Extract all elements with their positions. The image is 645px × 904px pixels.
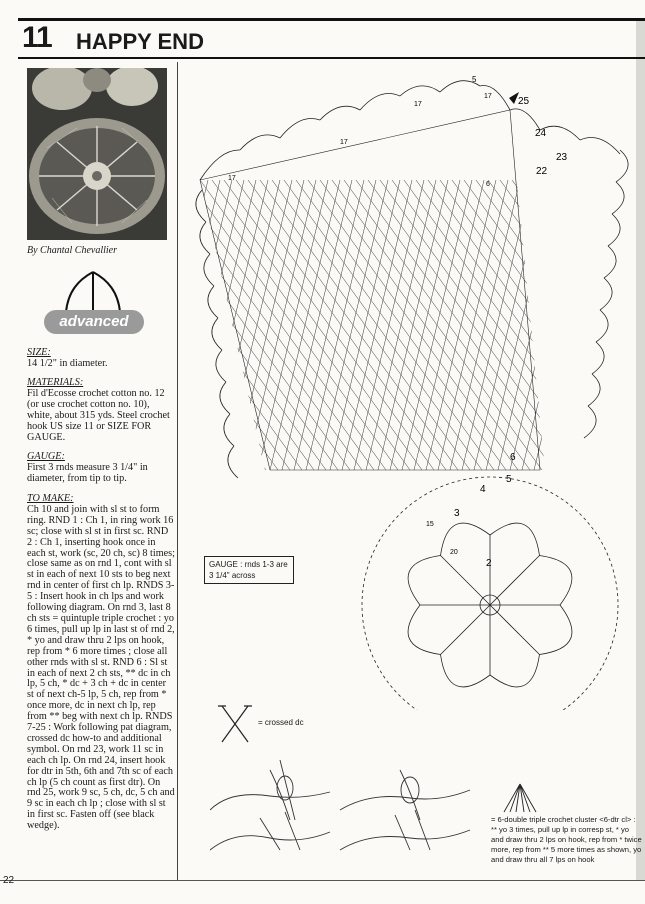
diagram-label: 5 [472,75,477,84]
crochet-chart [180,70,642,710]
cherry-stems-icon [38,268,148,314]
scallop-loop [280,118,320,138]
diagram-label: 3 [454,508,460,519]
lattice-line [570,180,640,470]
diagram-label: 5 [506,474,512,485]
flower-petal [408,556,440,605]
lattice-line [180,180,218,470]
diagram-label: 15 [426,521,434,528]
diagram-label: 17 [414,101,422,108]
diagram-label: 17 [340,139,348,146]
edge-loop [604,246,616,278]
lattice-line [440,180,642,470]
materials-section [27,378,175,443]
crossed-dc-label: = crossed dc [258,718,304,727]
lattice-line [180,180,374,470]
diagram-label: 6 [510,452,516,463]
scallop-loop [510,109,540,130]
flower-spoke [441,605,490,654]
diagram-label: 6 [486,181,490,188]
lattice-line [180,180,196,470]
flower-petal [441,654,490,686]
lattice-line [180,180,350,470]
lattice-line [222,180,292,470]
lattice-line [180,180,206,470]
footer-rule [0,880,645,881]
lattice-line [306,180,376,470]
diagram-label: 2 [486,558,492,569]
edge-loop [612,182,624,214]
flower-petal [539,556,571,605]
gauge-section [27,452,175,485]
lattice-line [632,180,642,470]
cluster-symbol-icon [500,780,540,816]
doily-photo [27,68,167,240]
scallop-loop [400,86,440,96]
lattice-line [560,180,642,470]
flower-petal [539,605,571,654]
lattice-line [246,180,316,470]
scallop-loop [320,106,360,120]
lattice-line [180,180,244,470]
edge-loop [592,342,604,374]
lattice-line [498,180,568,470]
edge-loop [212,318,222,350]
pattern-title: HAPPY END [76,29,204,54]
lattice-line [438,180,508,470]
lattice-line [606,180,642,470]
materials-body: Fil d'Ecosse crochet cotton no. 12 (or use crochet cotton no. 10), white, about 315 yds. Steel crochet hook US size 11 or SIZE FOR GAUGE. [27,387,170,443]
lattice-line [354,180,424,470]
lattice-line [572,180,642,470]
lattice-line [510,180,580,470]
lattice-line [180,180,362,470]
lattice-line [342,180,412,470]
lattice-line [180,180,266,470]
lattice-line [282,180,352,470]
to-make-body: Ch 10 and join with sl st to form ring. RND 1 : Ch 1, in ring work 16 sc; close with sl st in first sc. RND 2 : Ch 1, inserting hook once in each st, work (sc, 20 ch, sc) 8 times; close same as on rnd 1, cont with sl st in each of next 10 sts to beg next rnd in center of first ch lp. RNDS 3-5 : Insert hook in ch lps and work following diagram. On rnd 3, last 8 ch sts = quintuple triple crochet : yo 6 times, pull up lp in last st of rnd 2, * yo and draw thru 2 lps on hook, rep from * 6 more times ; close all other rnds with sl st. RND 6 : Sl st in each of next 2 ch sts, ** dc in ch lp, 5 ch, * dc + 3 ch + dc in center st of next ch-5 lp, 5 ch, rep from * once more, dc in next ch lp, rep from ** beg with next ch lp. RNDS 7-25 : Work following pat diagram, crossed dc how-to and additional symbol. On rnd 23, work 11 sc in each ch lp. On rnd 24, insert hook for dtr in 5th, 6th and 7th sc of each ch lp (5 ch count as first dtr). On rnd 25, work 9 sc, 5 ch, dc, 5 ch and 9 sc in each ch lp ; close with sl st in first sc. Fasten off (see black wedge). [27,503,175,832]
flower-spoke [490,605,539,654]
lattice-line [620,180,642,470]
scallop-loop [580,137,620,154]
flower-petal [441,523,490,555]
cluster-legend: = 6-double triple crochet cluster <6-dtr cl> : ** yo 3 times, pull up lp in corresp st, * yo and draw thru 2 lps on hook, rep from * twice more, rep from ** 5 more times as shown, yo and draw thru all 7 lps on hook [491,815,642,864]
skill-badge [38,268,148,340]
scallop-loop [360,93,400,110]
scallop-loop [240,135,280,150]
edge-loop [608,214,620,246]
lattice-line [534,180,604,470]
lattice-line [462,180,532,470]
lattice-line [414,180,484,470]
lattice-line [180,180,208,470]
page-number: 22 [3,875,15,886]
lattice-line [582,180,642,470]
diagram-label: 17 [228,175,236,182]
lattice-line [210,180,280,470]
pattern-number: 11 [22,21,52,54]
lattice-line [608,180,642,470]
edge-loop [596,310,608,342]
size-body: 14 1/2" in diameter. [27,357,108,369]
lattice-line [234,180,304,470]
lattice-line [180,180,182,470]
lattice-line [452,180,642,470]
lattice-line [584,180,642,470]
lattice-line [558,180,628,470]
flower-spoke [490,556,539,605]
page-header [18,18,645,59]
lattice-line [428,180,638,470]
edge-loop [588,374,600,406]
to-make-heading: TO MAKE: [27,493,74,504]
lattice-line [180,180,184,470]
column-divider [177,62,178,880]
size-section [27,348,175,370]
lattice-line [524,180,642,470]
flower-petal [408,605,440,654]
lattice-line [522,180,592,470]
diagram-label: 4 [480,484,486,495]
lattice-line [258,180,328,470]
lattice-line [426,180,496,470]
lattice-line [476,180,642,470]
designer-byline: By Chantal Chevallier [27,245,117,256]
lattice-line [180,180,194,470]
lattice-line [486,180,556,470]
lattice-line [474,180,544,470]
gauge-note: GAUGE : rnds 1-3 are 3 1/4" across [204,556,294,584]
lattice-line [450,180,520,470]
lattice-line [294,180,364,470]
edge-loop [600,278,612,310]
lattice-line [180,180,302,470]
diagram-label: 20 [450,549,458,556]
edge-loop [216,350,226,382]
gauge-body: First 3 rnds measure 3 1/4" in diameter, from tip to tip. [27,461,148,484]
edge-loop [224,414,234,446]
lattice-line [464,180,642,470]
lattice-line [512,180,642,470]
flower-spoke [441,556,490,605]
diagram-label: 25 [518,96,530,107]
lattice-line [180,180,326,470]
edge-loop [584,406,596,438]
lattice-line [594,180,642,470]
edge-loop [220,382,230,414]
lattice-line [378,180,448,470]
lattice-line [198,180,268,470]
lattice-line [546,180,616,470]
diagram-label: 23 [556,152,568,163]
lattice-line [180,180,314,470]
lattice-line [402,180,472,470]
lattice-line [330,180,400,470]
materials-heading: MATERIALS: [27,377,84,388]
lattice-line [536,180,642,470]
lattice-line [390,180,460,470]
lattice-line [180,180,338,470]
lattice-line [366,180,436,470]
edge-loop [208,286,218,318]
lattice-line [318,180,388,470]
edge-loop [616,150,628,182]
gauge-heading: GAUGE: [27,451,65,462]
flower-petal [490,654,539,686]
lattice-line [270,180,340,470]
lattice-line [180,180,278,470]
lattice-line [186,180,256,470]
crossed-dc-howto [210,700,480,870]
advanced-label: advanced [44,310,144,334]
edge-loop [228,446,238,478]
lattice-line [630,180,642,470]
edge-loop [204,254,214,286]
instructions-section [27,494,175,832]
lattice-line [180,180,386,470]
lattice-line [180,180,254,470]
diagram-label: 17 [484,93,492,100]
diagram-label: 22 [536,166,548,177]
lattice-line [180,180,220,470]
diagram-label: 24 [535,128,547,139]
flower-petal [490,523,539,555]
size-heading: SIZE: [27,347,51,358]
lattice-line [618,180,642,470]
edge-loop [200,222,210,254]
